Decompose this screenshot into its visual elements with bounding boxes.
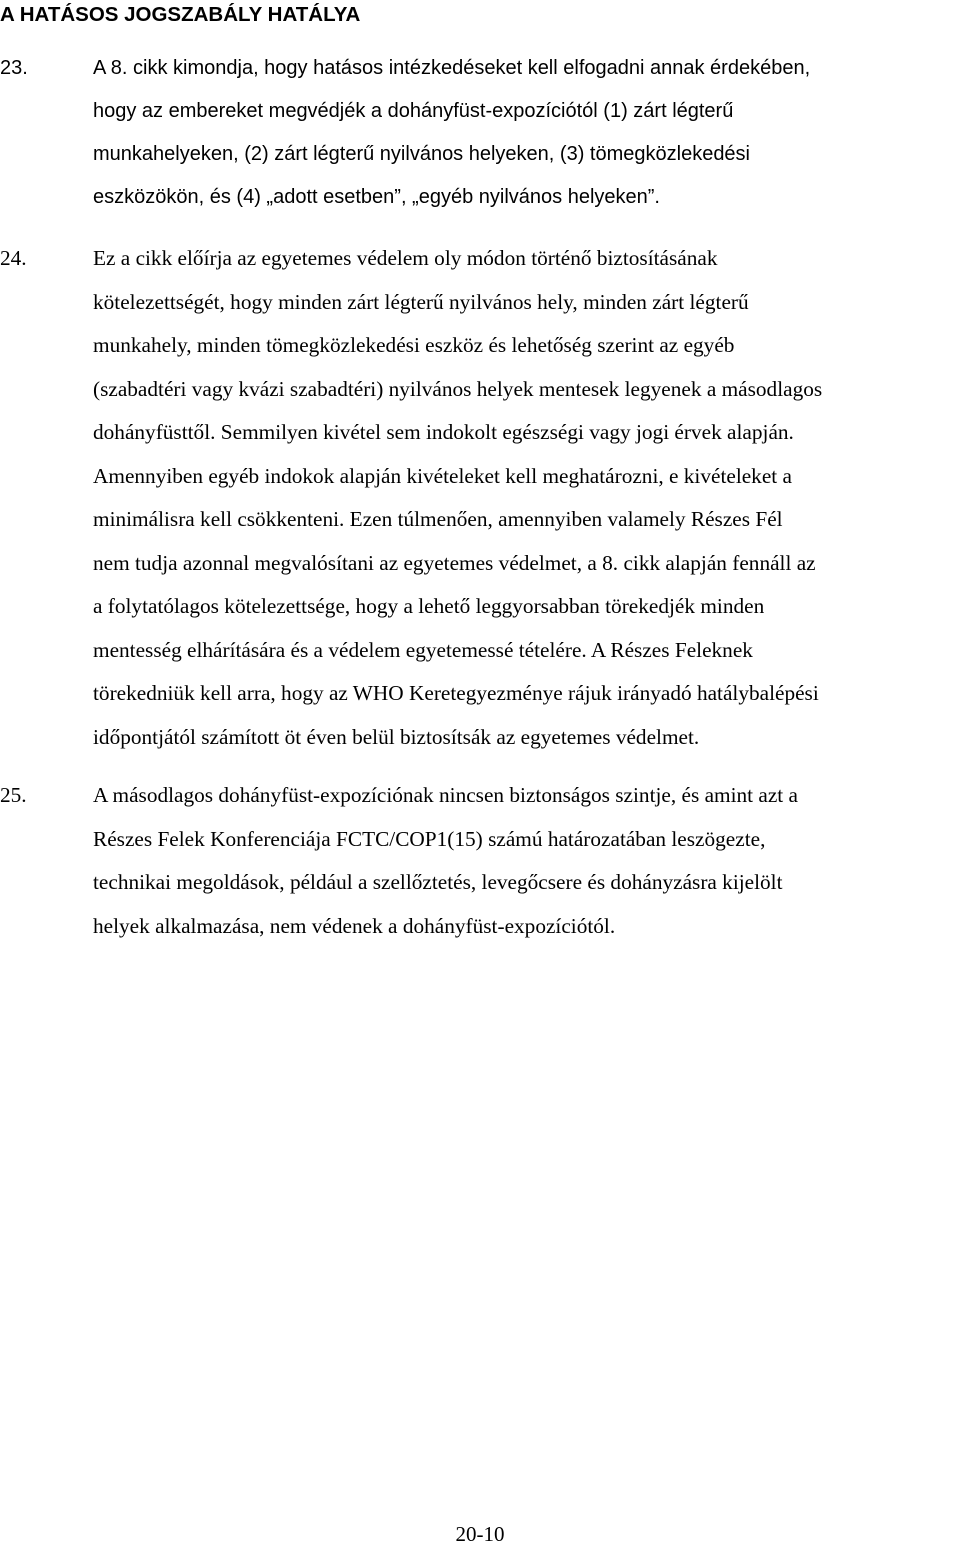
- paragraph-line: mentesség elhárítására és a védelem egyetemessé tételére. A Részes Feleknek: [93, 637, 753, 662]
- paragraph-line: (szabadtéri vagy kvázi szabadtéri) nyilvános helyek mentesek legyenek a másodlagos: [93, 376, 823, 401]
- paragraph-line: Részes Felek Konferenciája FCTC/COP1(15) számú határozatában leszögezte,: [93, 826, 766, 851]
- paragraph-line: munkahelyeken, (2) zárt légterű nyilvános helyeken, (3) tömegközlekedési: [93, 143, 751, 165]
- paragraph-line: törekedniük kell arra, hogy az WHO Keretegyezménye rájuk irányadó hatálybalépési: [93, 681, 819, 705]
- paragraph-line: dohányfüsttől. Semmilyen kivétel sem indokolt egészségi vagy jogi érvek alapján.: [93, 420, 794, 444]
- paragraph-line: nem tudja azonnal megvalósítani az egyetemes védelmet, a 8. cikk alapján fennáll az: [93, 550, 816, 575]
- paragraph-line: időpontjától számított öt éven belül biztosítsák az egyetemes védelmet.: [93, 724, 700, 749]
- paragraph-line: munkahely, minden tömegközlekedési eszköz és lehetőség szerint az egyéb: [93, 333, 735, 357]
- paragraph-line: A másodlagos dohányfüst-expozíciónak nincsen biztonságos szintje, és amint azt a: [93, 783, 798, 807]
- paragraph-line: a folytatólagos kötelezettsége, hogy a lehető leggyorsabban törekedjék minden: [93, 594, 765, 618]
- paragraph-line: technikai megoldások, például a szellőztetés, levegőcsere és dohányzásra kijelölt: [93, 870, 783, 894]
- paragraph-number: 23.: [0, 57, 28, 79]
- paragraph-line: hogy az embereket megvédjék a dohányfüst-expozíciótól (1) zárt légterű: [93, 100, 734, 122]
- paragraph-line: minimálisra kell csökkenteni. Ezen túlmenően, amennyiben valamely Részes Fél: [93, 507, 783, 531]
- page-number: 20-10: [455, 1522, 505, 1546]
- paragraph-line: helyek alkalmazása, nem védenek a dohányfüst-expozíciótól.: [93, 913, 616, 938]
- document-heading: A HATÁSOS JOGSZABÁLY HATÁLYA: [0, 3, 361, 26]
- paragraph-line: Amennyiben egyéb indokok alapján kivételeket kell meghatározni, e kivételeket a: [93, 463, 792, 488]
- paragraph-line: eszközökön, és (4) „adott esetben”, „egyéb nyilvános helyeken”.: [93, 186, 660, 208]
- paragraph-number: 24.: [0, 246, 27, 270]
- paragraph-line: kötelezettségét, hogy minden zárt légterű nyilvános hely, minden zárt légterű: [93, 289, 749, 314]
- paragraph-line: Ez a cikk előírja az egyetemes védelem oly módon történő biztosításának: [93, 246, 718, 270]
- paragraph-line: A 8. cikk kimondja, hogy hatásos intézkedéseket kell elfogadni annak érdekében,: [93, 57, 811, 79]
- paragraph-number: 25.: [0, 783, 27, 807]
